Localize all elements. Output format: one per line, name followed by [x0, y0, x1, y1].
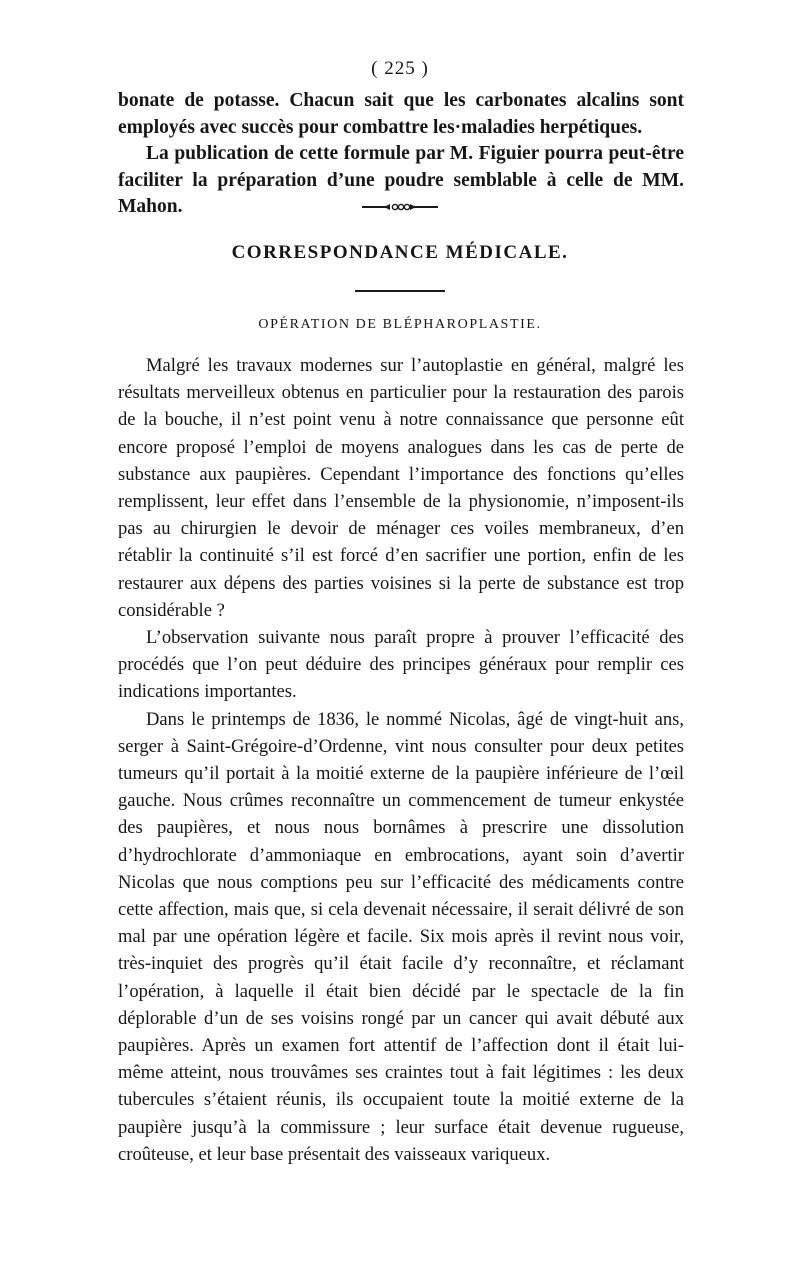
body-paragraph-1: Malgré les travaux modernes sur l’autoplastie en général, malgré les résultats merveilleux obtenus en particulier pour la restauration des parois de la bouche, il n’est point venu à notre connaissance que personne eût encore proposé l’emploi de moyens analogues dans les cas de perte de substance aux paupières. Cependant l’importance des fonctions qu’elles remplissent, leur effet dans l’ensemble de la physionomie, n’imposent-ils pas au chirurgien le devoir de ménager ces voiles membraneux, d’en rétablir la continuité s’il est forcé d’en sacrifier une portion, enfin de les restaurer aux dépens des parties voisines si la perte de substance est trop considérable ?: [118, 355, 684, 621]
body-paragraph-2: L’observation suivante nous paraît propre à prouver l’efficacité des procédés que l’on peut déduire des principes généraux pour remplir ces indications importantes.: [118, 627, 684, 703]
section-subtitle: OPÉRATION DE BLÉPHAROPLASTIE.: [258, 317, 542, 332]
intro-paragraph-2: La publication de cette formule par M. Figuier pourra peut-être faciliter la préparation d’une poudre semblable à celle de MM. Mahon.: [118, 143, 684, 217]
page-number: ( 225 ): [371, 58, 429, 79]
title-rule: [355, 290, 445, 292]
body-paragraph-3: Dans le printemps de 1836, le nommé Nicolas, âgé de vingt-huit ans, serger à Saint-Grégoire-d’Ordenne, vint nous consulter pour deux petites tumeurs qu’il portait à la moitié externe de la paupière inférieure de l’œil gauche. Nous crûmes reconnaître un commencement de tumeur enkystée des paupières, et nous nous bornâmes à prescrire une dissolution d’hydrochlorate d’ammoniaque en embrocations, ayant soin d’avertir Nicolas que nous comptions peu sur l’efficacité des médicaments contre cette affection, mais que, si cela devenait nécessaire, il serait délivré de son mal par une opération légère et facile. Six mois après il revint nous voir, très-inquiet des progrès qu’il était facile d’y reconnaître, et réclamant l’opération, à laquelle il était bien décidé par le spectacle de la fin déplorable d’un de ses voisins rongé par un cancer qui avait débuté aux paupières. Après un examen fort attentif de l’affection dont il était lui-même atteint, nous trouvâmes ses craintes tout à fait légitimes : les deux tubercules s’étaient réunis, ils occupaient toute la moitié externe de la paupière jusqu’à la commissure ; leur surface était devenue rugueuse, croûteuse, et leur base présentait des vaisseaux variqueux.: [118, 708, 684, 1165]
body-text: [118, 352, 684, 1168]
intro-paragraph-1: bonate de potasse. Chacun sait que les carbonates alcalins sont employés avec succès pour combattre les·maladies herpétiques.: [118, 90, 684, 138]
ornament-divider-icon: [360, 200, 440, 214]
section-title: CORRESPONDANCE MÉDICALE.: [231, 242, 569, 263]
